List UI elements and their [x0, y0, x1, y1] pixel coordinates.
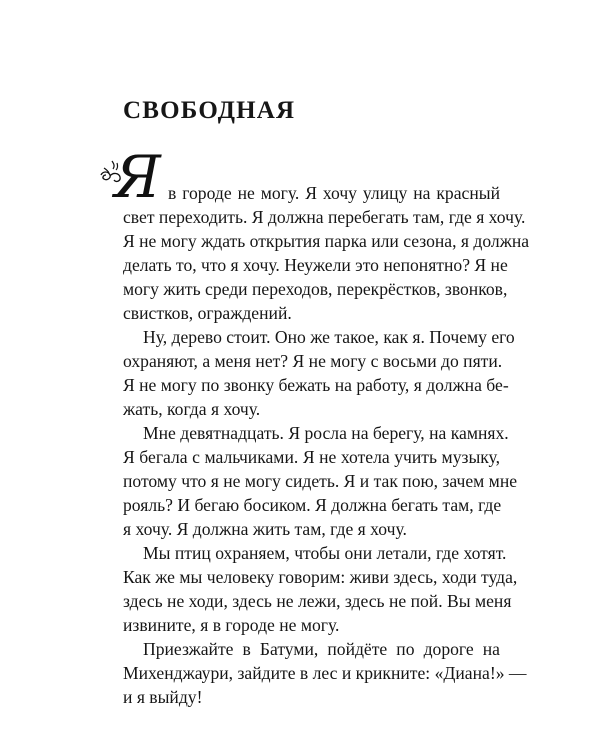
paragraph-5-line-3: и я выйду!	[123, 687, 203, 707]
paragraph-1-line-4: делать то, что я хочу. Неужели это непонятно? Я не	[123, 255, 508, 275]
paragraph-5-line-2: Михенджаури, зайдите в лес и крикните: «Диана!» —	[123, 663, 527, 683]
paragraph-4-line-4: извините, я в городе не могу.	[123, 615, 340, 635]
paragraph-1-line-2: свет переходить. Я должна перебегать там, где я хочу.	[123, 207, 526, 227]
paragraph-3-line-4: рояль? И бегаю босиком. Я должна бегать там, где	[123, 495, 502, 515]
paragraph-1-line-3: Я не могу ждать открытия парка или сезона, я должна	[123, 231, 530, 251]
paragraph-4-line-1: Мы птиц охраняем, чтобы они летали, где хотят.	[143, 543, 507, 563]
paragraph-4-line-2: Как же мы человеку говорим: живи здесь, ходи туда,	[123, 567, 518, 587]
paragraph-1-line-6: свистков, ограждений.	[123, 303, 292, 323]
paragraph-2-line-3: Я не могу по звонку бежать на работу, я должна бе-	[123, 375, 509, 395]
paragraph-3-line-2: Я бегала с мальчиками. Я не хотела учить музыку,	[123, 447, 500, 467]
paragraph-3-line-1: Мне девятнадцать. Я росла на берегу, на камнях.	[143, 423, 509, 443]
paragraph-3-line-3: потому что я не могу сидеть. Я и так пою, зачем мне	[123, 471, 518, 491]
page-title: СВОБОДНАЯ	[123, 97, 296, 124]
paragraph-2-line-2: охраняют, а меня нет? Я не могу с восьми до пяти.	[123, 351, 503, 371]
paragraph-4-line-3: здесь не ходи, здесь не лежи, здесь не пой. Вы меня	[123, 591, 512, 611]
paragraph-2-line-4: жать, когда я хочу.	[123, 399, 261, 419]
paragraph-1-line-5: могу жить среди переходов, перекрёстков, звонков,	[123, 279, 508, 299]
paragraph-2-line-1: Ну, дерево стоит. Оно же такое, как я. Почему его	[143, 327, 515, 347]
paragraph-1-line-1: в городе не могу. Я хочу улицу на красный	[168, 183, 500, 203]
drop-cap-letter: Я	[114, 143, 161, 211]
paragraph-5-line-1: Приезжайте в Батуми, пойдёте по дороге на	[143, 639, 500, 659]
paragraph-3-line-5: я хочу. Я должна жить там, где я хочу.	[123, 519, 407, 539]
